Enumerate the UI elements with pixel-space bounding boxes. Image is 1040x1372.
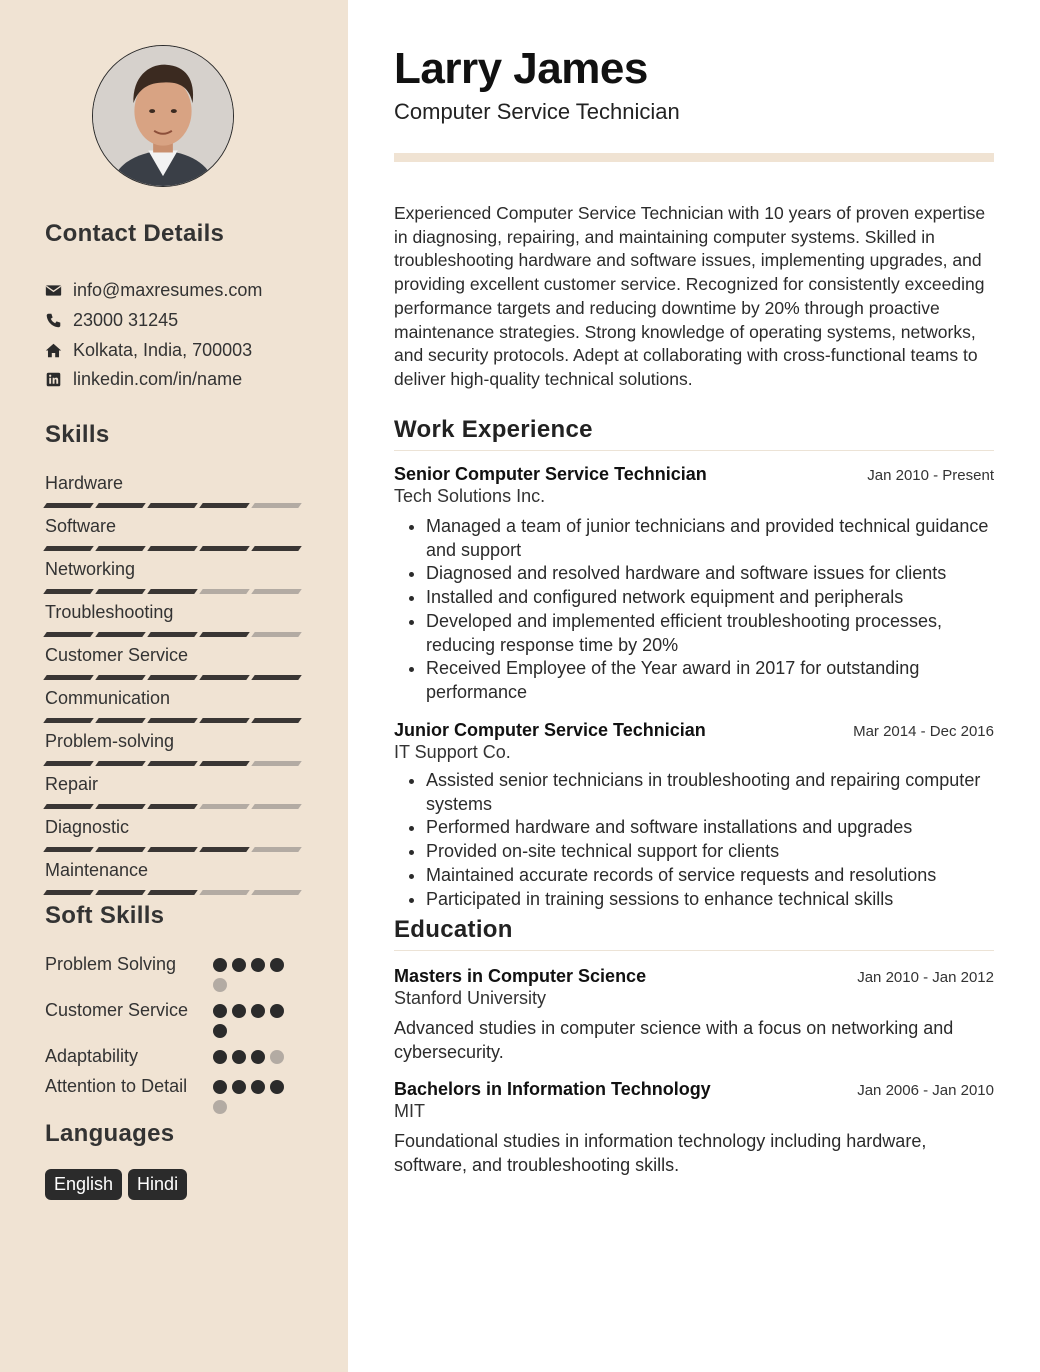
bullet-item: • Assisted senior technicians in troubleshooting and repairing computer systems [426,769,994,816]
education-entry-date: Jan 2010 - Jan 2012 [857,969,994,986]
sidebar [0,0,348,1372]
soft-skill-label: Adaptability [45,1046,139,1066]
skill-level-bar [45,675,301,680]
rating-dot [213,978,227,992]
skill-level-segment [251,847,302,852]
portrait-image [93,46,233,186]
soft-skill-rating [213,1044,293,1068]
skill-level-segment [43,632,94,637]
skill-level-segment [199,847,250,852]
skill-level-segment [251,503,302,508]
skill-level-segment [251,589,302,594]
skill-level-segment [251,546,302,551]
education-entry-title: Bachelors in Information Technology [394,1079,711,1099]
home-icon [45,342,73,359]
work-entry-bullets [394,769,994,911]
soft-skill-label: Problem Solving [45,954,177,974]
skill-level-segment [147,546,198,551]
education-entry-school: MIT [394,1101,425,1121]
summary-text: Experienced Computer Service Technician with 10 years of proven expertise in diagnosing, repairing, and maintaining computer systems. Skilled in troubleshooting hardware and software issues, implementing upgrades, and providing excellent customer service. Recognized for consistently exceeding performance targets and reducing downtime by 20% through proactive maintenance strategies. Strong knowledge of operating systems, networks, and security protocols. Adept at collaborating with cross-functional teams to deliver high-quality technical solutions. [394,203,986,389]
skill-level-bar [45,589,301,594]
work-entry-bullets [394,515,994,705]
skill-level-bar [45,503,301,508]
skill-label: Software [45,516,117,536]
skill-level-segment [43,804,94,809]
skill-item [45,558,301,601]
contact-linkedin[interactable] [45,365,335,395]
soft-skill-item [45,952,305,992]
work-entry-date: Jan 2010 - Present [867,467,994,484]
skill-level-segment [95,589,146,594]
soft-skills-heading: Soft Skills [45,902,165,929]
skill-level-segment [199,589,250,594]
bullet-item: • Performed hardware and software installations and upgrades [426,816,994,840]
skill-level-segment [199,632,250,637]
contact-linkedin-text: linkedin.com/in/name [73,369,243,390]
skills-list [45,472,301,902]
language-tag: English [45,1169,122,1200]
rating-dot [270,958,284,972]
candidate-name: Larry James [394,44,648,93]
skill-level-segment [43,546,94,551]
skill-item [45,859,301,902]
skill-item [45,687,301,730]
rating-dot [232,1004,246,1018]
skill-label: Problem-solving [45,731,175,751]
skill-label: Troubleshooting [45,602,174,622]
rating-dot [232,1050,246,1064]
skill-label: Diagnostic [45,817,130,837]
skill-level-segment [251,890,302,895]
avatar [92,45,234,187]
skill-level-segment [95,503,146,508]
skill-level-segment [43,675,94,680]
skill-level-bar [45,890,301,895]
skill-label: Maintenance [45,860,149,880]
header-divider [394,153,994,162]
soft-skill-rating [213,952,293,992]
bullet-item: • Diagnosed and resolved hardware and software issues for clients [426,562,994,586]
contact-email-text: info@maxresumes.com [73,280,263,301]
rating-dot [232,1080,246,1094]
skill-label: Communication [45,688,171,708]
contact-list [45,276,335,395]
rating-dot [270,1080,284,1094]
work-heading: Work Experience [394,416,994,451]
contact-address-text: Kolkata, India, 700003 [73,339,253,360]
skill-level-segment [147,804,198,809]
skill-level-segment [95,718,146,723]
work-entry [394,720,994,911]
bullet-item: • Developed and implemented efficient troubleshooting processes, reducing response time by 20% [426,610,994,657]
contact-phone[interactable] [45,306,335,336]
skill-level-segment [95,632,146,637]
envelope-icon [45,282,73,299]
skill-item [45,515,301,558]
skill-level-segment [95,890,146,895]
skill-level-bar [45,718,301,723]
education-entry [394,1079,994,1177]
rating-dot [251,1080,265,1094]
skill-level-segment [95,804,146,809]
skill-level-segment [147,675,198,680]
phone-icon [45,312,73,329]
skills-heading: Skills [45,421,110,448]
skill-level-segment [147,890,198,895]
education-entry-date: Jan 2006 - Jan 2010 [857,1082,994,1099]
skill-level-segment [251,761,302,766]
soft-skill-item [45,1074,305,1114]
rating-dot [213,958,227,972]
work-entry-title: Senior Computer Service Technician [394,464,707,484]
bullet-item: • Provided on-site technical support for clients [426,840,994,864]
skill-level-bar [45,546,301,551]
skill-level-segment [43,718,94,723]
contact-email[interactable] [45,276,335,306]
soft-skill-label: Customer Service [45,1000,189,1020]
candidate-title: Computer Service Technician [394,99,680,124]
skill-level-segment [199,761,250,766]
skill-label: Repair [45,774,99,794]
rating-dot [232,958,246,972]
skill-level-segment [251,804,302,809]
skill-level-segment [95,546,146,551]
education-entry-desc: Foundational studies in information technology including hardware, software, and troubleshooting skills. [394,1131,927,1175]
skill-level-segment [199,546,250,551]
soft-skill-item [45,1044,305,1068]
bullet-item: • Managed a team of junior technicians and provided technical guidance and support [426,515,994,562]
soft-skill-label: Attention to Detail [45,1076,188,1096]
skill-level-segment [95,675,146,680]
skill-level-segment [147,632,198,637]
skill-level-segment [251,675,302,680]
skill-item [45,816,301,859]
contact-address [45,335,335,365]
bullet-item: • Participated in training sessions to enhance technical skills [426,888,994,912]
work-entry [394,464,994,705]
education-entry-desc: Advanced studies in computer science with a focus on networking and cybersecurity. [394,1018,954,1062]
contact-phone-text: 23000 31245 [73,310,179,331]
work-entry-date: Mar 2014 - Dec 2016 [853,723,994,740]
skill-item [45,472,301,515]
rating-dot [213,1100,227,1114]
skill-level-segment [199,890,250,895]
education-heading: Education [394,916,994,951]
education-entry-school: Stanford University [394,988,547,1008]
work-entry-title: Junior Computer Service Technician [394,720,706,740]
rating-dot [213,1024,227,1038]
skill-level-segment [199,718,250,723]
skill-item [45,773,301,816]
contact-heading: Contact Details [45,220,225,247]
rating-dot [251,958,265,972]
education-entry-title: Masters in Computer Science [394,966,647,986]
skill-level-segment [147,503,198,508]
skill-level-bar [45,632,301,637]
rating-dot [213,1080,227,1094]
soft-skill-rating [213,998,293,1038]
linkedin-icon [45,371,73,388]
skill-level-segment [43,847,94,852]
skill-level-segment [43,503,94,508]
skill-item [45,644,301,687]
skill-level-segment [147,589,198,594]
skill-item [45,601,301,644]
work-entry-company: IT Support Co. [394,742,511,762]
skill-level-segment [199,503,250,508]
rating-dot [213,1004,227,1018]
soft-skill-rating [213,1074,293,1114]
skill-label: Customer Service [45,645,189,665]
skill-level-segment [43,761,94,766]
bullet-item: • Received Employee of the Year award in 2017 for outstanding performance [426,657,994,704]
skill-label: Networking [45,559,136,579]
skill-level-bar [45,761,301,766]
rating-dot [270,1050,284,1064]
skill-level-segment [95,761,146,766]
work-entry-company: Tech Solutions Inc. [394,486,546,506]
skill-level-bar [45,847,301,852]
language-tag: Hindi [128,1169,187,1200]
skill-label: Hardware [45,473,124,493]
skill-level-segment [147,718,198,723]
skill-level-segment [199,675,250,680]
education-entry [394,966,994,1064]
languages-heading: Languages [45,1120,175,1147]
rating-dot [213,1050,227,1064]
languages-list [45,1169,187,1200]
soft-skills-list [45,952,305,1114]
bullet-item: • Maintained accurate records of service requests and resolutions [426,864,994,888]
skill-level-segment [95,847,146,852]
skill-level-bar [45,804,301,809]
skill-level-segment [251,632,302,637]
skill-level-segment [43,890,94,895]
skill-level-segment [199,804,250,809]
rating-dot [251,1050,265,1064]
skill-level-segment [147,761,198,766]
rating-dot [251,1004,265,1018]
skill-level-segment [43,589,94,594]
rating-dot [270,1004,284,1018]
bullet-item: • Installed and configured network equipment and peripherals [426,586,994,610]
skill-level-segment [251,718,302,723]
skill-level-segment [147,847,198,852]
skill-item [45,730,301,773]
soft-skill-item [45,998,305,1038]
